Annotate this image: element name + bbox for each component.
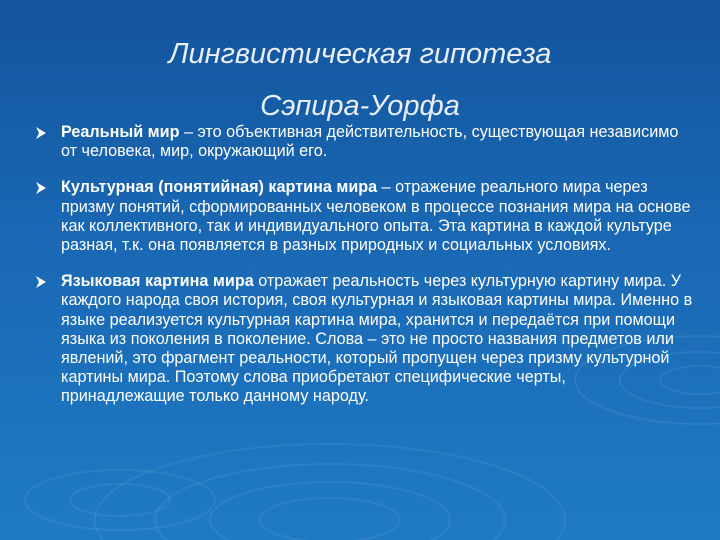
arrow-triangle-bullet-icon [35, 276, 47, 288]
bullet-text: отражает реальность через культурную картину мира. У каждого народа своя история, своя культурная и языковая картины мира. Именно в языке реализуется культурная картина мира, хранится и передаётся при помощи языка из поколения в поколение. Слова – это не просто названия предметов или явлений, это фрагмент реальности, который пропущен через призму культурной картины мира. Поэтому слова приобретают специфические черты, принадлежащие только данному народу. [61, 272, 693, 406]
title-line-1: Лингвистическая гипотеза [168, 38, 552, 70]
bullet-term: Реальный мир [61, 123, 180, 141]
bullet-item-language-picture [34, 272, 694, 406]
bullet-term: Языковая картина мира [61, 272, 254, 291]
title-line-2: Сэпира-Уорфа [260, 90, 460, 122]
bullet-item-cultural-picture [34, 178, 694, 255]
bullet-text: – отражение реального мира через призму понятий, сформированных человеком в процессе познания мира на основе как коллективного, так и индивидуального опыта. Эта картина в каждой культуре разная, т.к. она появляется в разных природных и социальных условиях. [61, 178, 691, 255]
slide-title [0, 28, 720, 132]
bullet-term: Культурная (понятийная) картина мира [61, 178, 378, 197]
arrow-triangle-bullet-icon [35, 127, 47, 139]
bullet-item-real-world [34, 123, 694, 161]
bullet-list [34, 123, 694, 424]
arrow-triangle-bullet-icon [35, 182, 47, 194]
bullet-text: – это объективная действительность, существующая независимо от человека, мир, окружающий его. [61, 123, 679, 161]
